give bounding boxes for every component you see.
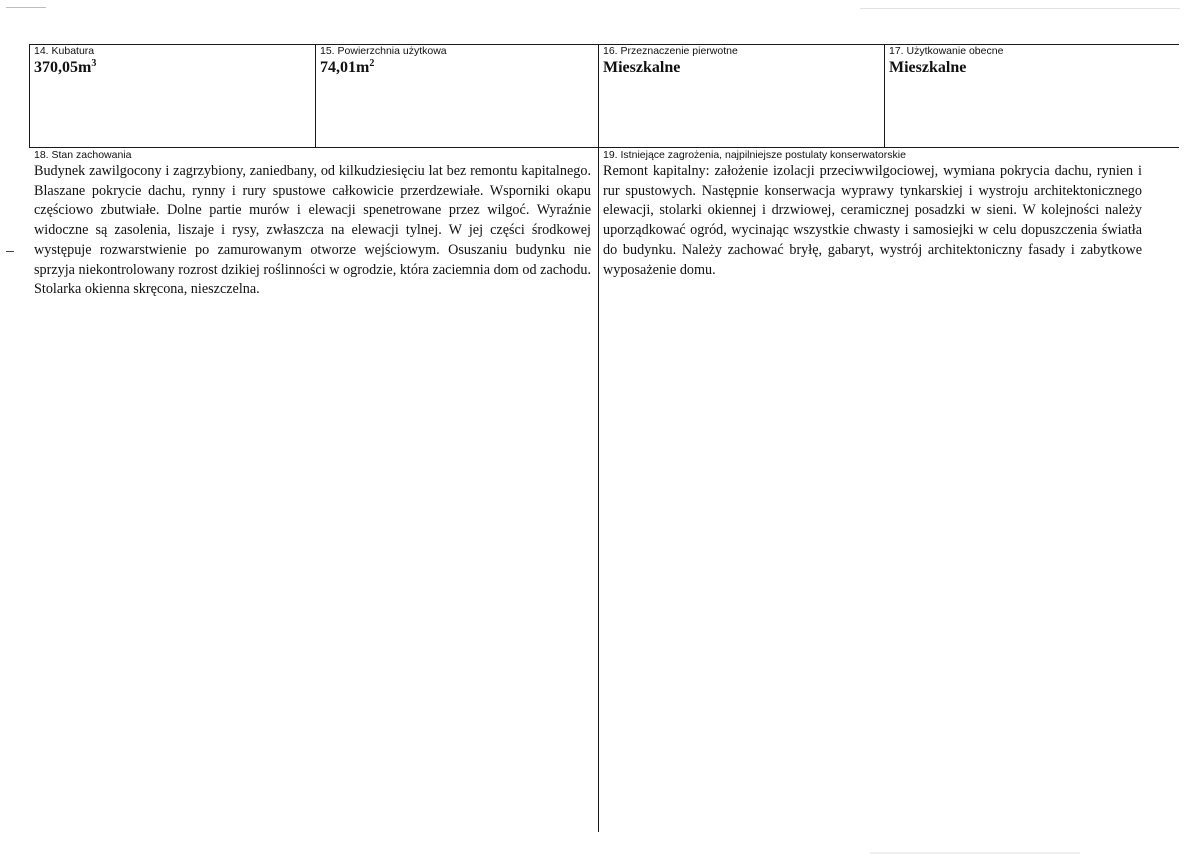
field-stan-zachowania	[34, 149, 591, 300]
unit-exponent: 2	[369, 58, 375, 69]
form-column-divider	[315, 44, 316, 148]
field-label: 19. Istniejące zagrożenia, najpilniejsze postulaty konserwatorskie	[603, 149, 906, 161]
field-uzytkowanie-obecne	[889, 45, 1174, 77]
value-number: 370,05m	[34, 59, 92, 76]
form-column-divider	[598, 44, 599, 832]
scan-edge-mark	[860, 8, 1180, 9]
field-kubatura	[34, 45, 310, 77]
value-number: 74,01m	[320, 59, 370, 76]
form-row-divider	[29, 147, 1179, 148]
field-text: Remont kapitalny: założenie izolacji przeciwwilgociowej, wymiana pokrycia dachu, rynien i rur spustowych. Następnie konserwacja wyprawy tynkarskiej i wystroju architektonicznego elewacji, stolarki okiennej i drzwiowej, ceramicznej posadzki w sieni. W kolejności należy uporządkować ogród, wycinając wszystkie chwasty i samosiejki w celu dopuszczenia światła do budynku. Należy zachować bryłę, gabaryt, wystrój architektoniczny fasady i zabytkowe wyposażenie domu.	[603, 163, 1142, 278]
field-label: 18. Stan zachowania	[34, 149, 132, 161]
field-powierzchnia-uzytkowa	[320, 45, 592, 77]
scan-edge-mark	[870, 852, 1080, 854]
field-text: Budynek zawilgocony i zagrzybiony, zaniedbany, od kilkudziesięciu lat bez remontu kapitalnego. Blaszane pokrycie dachu, rynny i rury spustowe całkowicie przerdzewiałe. Wsporniki okapu częściowo zbutwiałe. Dolne partie murów i elewacji spenetrowane przez wilgoć. Wyraźnie widoczne są zasolenia, liszaje i rysy, zwłaszcza na elewacji tylnej. W jej części środkowej występuje rozwarstwienie po zamurowanym otworze wejściowym. Osuszaniu budynku nie sprzyja niekontrolowany rozrost dzikiej roślinności w ogrodzie, która zaciemnia dom od zachodu. Stolarka okienna skręcona, nieszczelna.	[34, 163, 591, 298]
scan-edge-mark	[6, 7, 46, 8]
unit-exponent: 3	[91, 58, 97, 69]
form-column-divider	[884, 44, 885, 148]
field-label: 14. Kubatura	[34, 45, 95, 57]
field-label: 17. Użytkowanie obecne	[889, 45, 1004, 57]
field-value: Mieszkalne	[889, 59, 967, 76]
form-left-border	[29, 44, 30, 148]
margin-mark	[6, 251, 14, 252]
field-label: 15. Powierzchnia użytkowa	[320, 45, 447, 57]
field-zagrozenia-postulaty	[603, 149, 1142, 280]
field-label: 16. Przeznaczenie pierwotne	[603, 45, 738, 57]
field-value: Mieszkalne	[603, 59, 681, 76]
field-value	[320, 59, 592, 77]
field-przeznaczenie-pierwotne	[603, 45, 879, 77]
field-value	[34, 59, 310, 77]
